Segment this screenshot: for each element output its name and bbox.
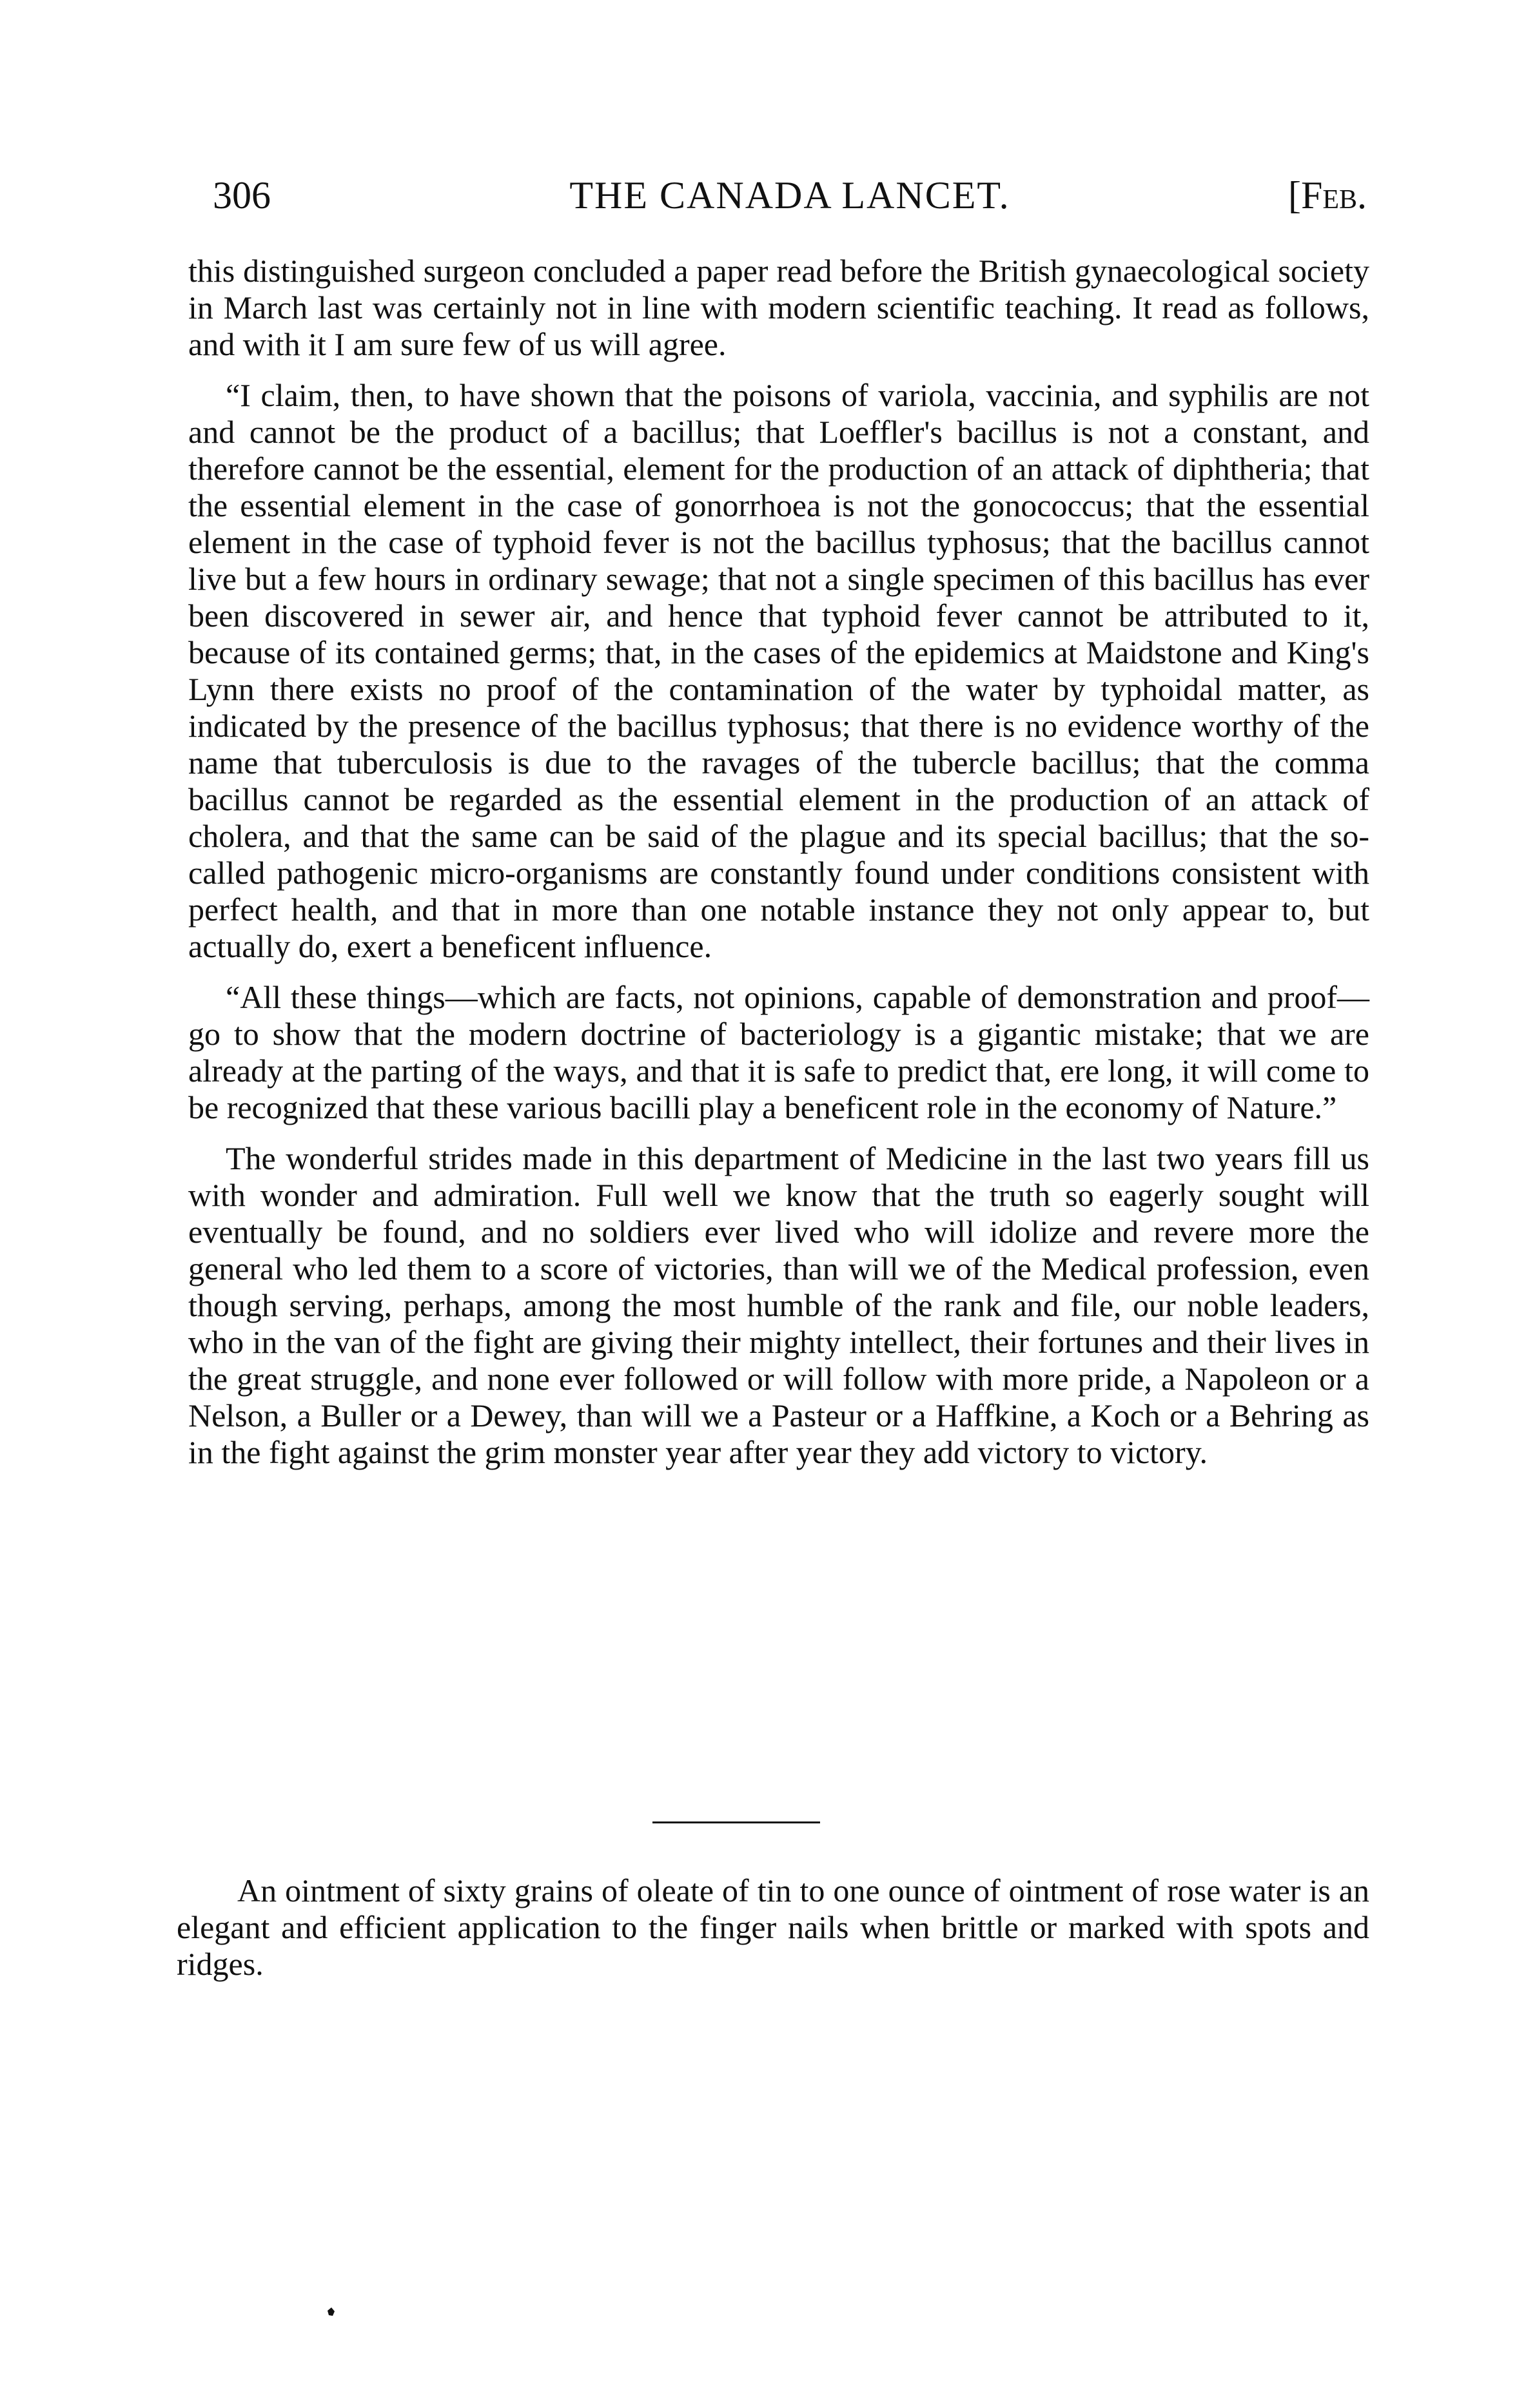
paragraph-continuation: this distinguished surgeon concluded a paper read before the British gynaecological society in March last was certainly not in line with modern scientific teaching. It read as follows, and with it I am sure few of us will agree.	[188, 253, 1369, 362]
journal-title: THE CANADA LANCET.	[569, 174, 1010, 217]
closing-paragraph: The wonderful strides made in this department of Medicine in the last two years fill us with wonder and admiration. Full well we know that the truth so eagerly sought will eventually be found, and no soldiers ever lived who will idolize and revere more the general who led them to a score of victories, than will we of the Medical profession, even though serving, perhaps, among the most humble of the rank and file, our noble leaders, who in the van of the fight are giving their mighty intellect, their fortunes and their lives in the great struggle, and none ever followed or will follow with more pride, a Napoleon or a Nelson, a Buller or a Dewey, than will we a Pasteur or a Haffkine, a Koch or a Behring as in the fight against the grim monster year after year they add victory to victory.	[188, 1140, 1369, 1470]
quoted-paragraph-claims: “I claim, then, to have shown that the poisons of variola, vaccinia, and syphilis are not and cannot be the product of a bacillus; that Loeffler's bacillus is not a constant, and therefore cannot be the essential, element for the production of an attack of diphtheria; that the essential element in the case of gonorrhoea is not the gonococcus; that the essential element in the case of typhoid fever is not the bacillus typhosus; that the bacillus cannot live but a few hours in ordinary sewage; that not a single specimen of this bacillus has ever been discovered in sewer air, and hence that typhoid fever cannot be attributed to it, because of its contained germs; that, in the cases of the epidemics at Maidstone and King's Lynn there exists no proof of the contamination of the water by typhoidal matter, as indicated by the presence of the bacillus typhosus; that there is no evidence worthy of the name that tuberculosis is due to the ravages of the tubercle bacillus; that the comma bacillus cannot be regarded as the essential element in the production of an attack of cholera, and that the same can be said of the plague and its special bacillus; that the so-called pathogenic micro-organisms are constantly found under conditions consistent with perfect health, and that in more than one notable instance they not only appear to, but actually do, exert a beneficent influence.	[188, 377, 1369, 964]
running-head	[213, 166, 1367, 224]
page-number: 306	[213, 174, 271, 217]
ointment-note: An ointment of sixty grains of oleate of tin to one ounce of ointment of rose water is an elegant and efficient application to the finger nails when brittle or marked with spots and ridges.	[177, 1872, 1369, 1982]
section-divider	[652, 1821, 820, 1823]
quoted-paragraph-conclusion: “All these things—which are facts, not opinions, capable of demonstration and proof—go to show that the modern doctrine of bacteriology is a gigantic mistake; that we are already at the parting of the ways, and that it is safe to predict that, ere long, it will come to be recognized that these various bacilli play a beneficent role in the economy of Nature.”	[188, 979, 1369, 1125]
ink-speck-icon	[328, 2307, 335, 2316]
month-mark: [Feb.	[1287, 174, 1367, 217]
article-body	[188, 253, 1369, 1485]
